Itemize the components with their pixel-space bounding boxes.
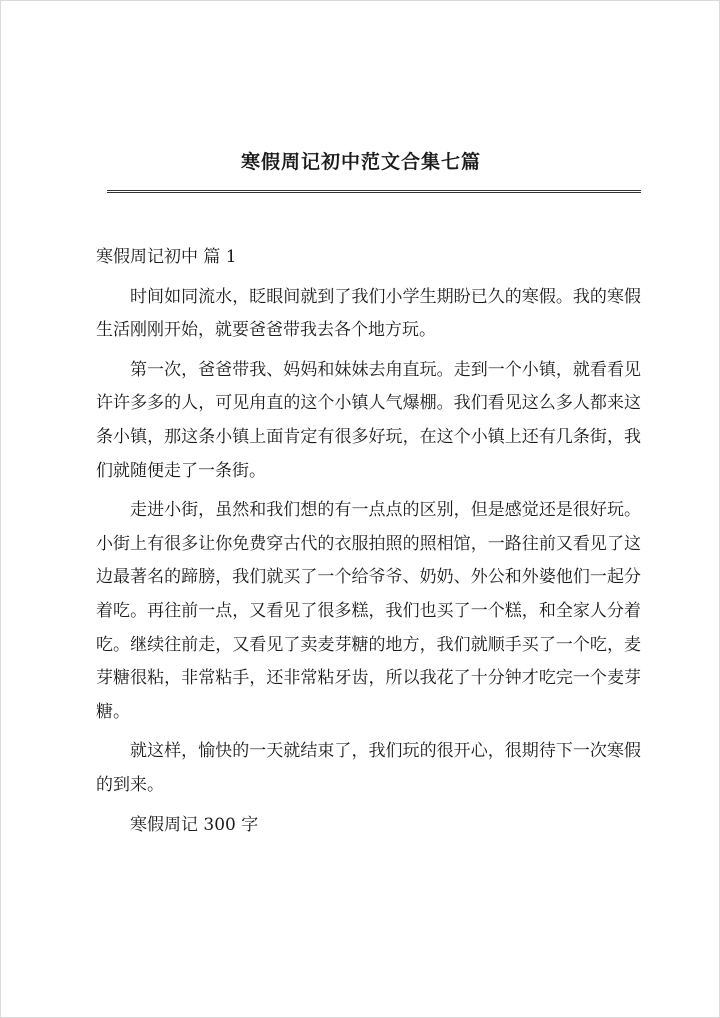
- paragraph-1: 时间如同流水，眨眼间就到了我们小学生期盼已久的寒假。我的寒假生活刚刚开始，就要爸爸带我去各个地方玩。: [96, 286, 641, 341]
- document-body: [96, 241, 641, 848]
- paragraph-4: 就这样，愉快的一天就结束了，我们玩的很开心，很期待下一次寒假的到来。: [96, 741, 641, 795]
- subheading: 寒假周记 300 字: [130, 814, 259, 835]
- paragraph-2: 第一次，爸爸带我、妈妈和妹妹去甪直玩。走到一个小镇，就看看见许许多多的人，可见甪直的这个小镇人气爆棚。我们看见这么多人都来这条小镇，那这条小镇上面肯定有很多好玩，在这个小镇上还有几条街，我们就随便走了一条街。: [96, 359, 641, 481]
- section-heading: 寒假周记初中 篇 1: [96, 247, 237, 267]
- paragraph-3: 走进小街，虽然和我们想的有一点点的区别，但是感觉还是很好玩。小街上有很多让你免费穿古代的衣服拍照的照相馆，一路往前又看见了这边最著名的蹄膀，我们就买了一个给爷爷、奶奶、外公和外婆他们一起分着吃。再往前一点，又看见了很多糕，我们也买了一个糕，和全家人分着吃。继续往前走，又看见了卖麦芽糖的地方，我们就顺手买了一个吃，麦芽糖很粘，非常粘手，还非常粘牙齿，所以我花了十分钟才吃完一个麦芽糖。: [96, 500, 641, 722]
- title-divider: [107, 190, 641, 193]
- document-title: 寒假周记初中范文合集七篇: [240, 151, 481, 173]
